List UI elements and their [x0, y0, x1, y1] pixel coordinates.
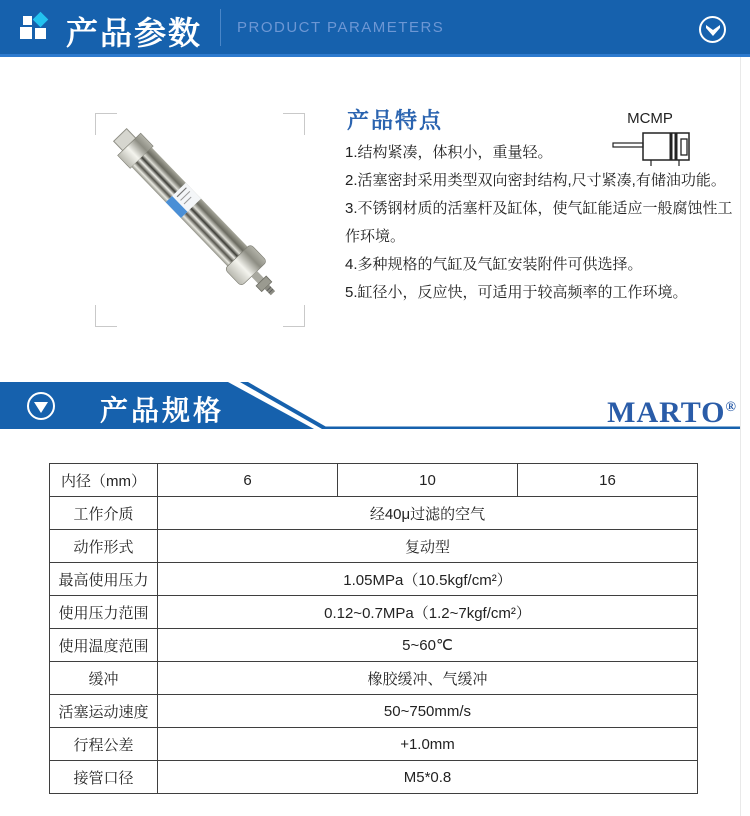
model-label: MCMP: [627, 110, 673, 127]
table-row: [50, 530, 698, 563]
table-row: [50, 464, 698, 497]
feature-item: 1.结构紧凑，体积小，重量轻。: [345, 144, 553, 161]
table-row: [50, 596, 698, 629]
logo-diamond: [33, 12, 49, 28]
spec-cell: 0.12~0.7MPa（1.2~7kgf/cm²）: [158, 596, 698, 629]
product-cylinder-image: [95, 113, 305, 327]
spec-cell: 6: [158, 464, 338, 497]
table-row: [50, 761, 698, 794]
spec-cell: 经40μ过滤的空气: [158, 497, 698, 530]
spec-cell: 复动型: [158, 530, 698, 563]
spec-cell: 10: [338, 464, 518, 497]
page-title: 产品参数: [66, 15, 203, 51]
spec-label: 动作形式: [50, 530, 158, 563]
spec-cell: M5*0.8: [158, 761, 698, 794]
spec-section-title: 产品规格: [100, 395, 225, 426]
brand-name: MARTO: [607, 396, 726, 429]
grid-logo-icon: [20, 13, 48, 41]
page-edge-line: [740, 57, 741, 816]
spec-label: 缓冲: [50, 662, 158, 695]
spec-label: 最高使用压力: [50, 563, 158, 596]
table-row: [50, 563, 698, 596]
spec-cell: 16: [518, 464, 698, 497]
spec-label: 使用压力范围: [50, 596, 158, 629]
table-row: [50, 497, 698, 530]
table-row: [50, 662, 698, 695]
header-divider: [220, 9, 221, 46]
header-bar: [0, 0, 750, 54]
triangle-down-icon: [27, 392, 55, 420]
feature-item: 2.活塞密封采用类型双向密封结构,尺寸紧凑,有储油功能。: [345, 172, 726, 189]
header-accent-strip: [0, 54, 750, 57]
spec-label: 活塞运动速度: [50, 695, 158, 728]
table-row: [50, 728, 698, 761]
page-subtitle: PRODUCT PARAMETERS: [237, 19, 445, 36]
spec-label: 工作介质: [50, 497, 158, 530]
feature-item: 5.缸径小，反应快，可适用于较高频率的工作环境。: [345, 284, 688, 301]
logo-square: [23, 16, 32, 25]
spec-table: [49, 463, 698, 794]
features-title: 产品特点: [347, 108, 444, 133]
spec-cell: 橡胶缓冲、气缓冲: [158, 662, 698, 695]
logo-square: [20, 27, 32, 39]
registered-mark: ®: [725, 400, 737, 415]
spec-table-body: [50, 464, 698, 794]
spec-label: 接管口径: [50, 761, 158, 794]
table-row: [50, 695, 698, 728]
spec-label: 使用温度范围: [50, 629, 158, 662]
logo-square: [35, 28, 46, 39]
spec-label: 内径（mm）: [50, 464, 158, 497]
spec-cell: 5~60℃: [158, 629, 698, 662]
table-row: [50, 629, 698, 662]
spec-cell: 50~750mm/s: [158, 695, 698, 728]
spec-cell: 1.05MPa（10.5kgf/cm²）: [158, 563, 698, 596]
feature-item: 3.不锈钢材质的活塞杆及缸体，使气缸能适应一般腐蚀性工作环境。: [345, 200, 733, 245]
spec-cell: +1.0mm: [158, 728, 698, 761]
cylinder-schematic-icon: [605, 127, 695, 173]
brand-logo: [607, 396, 737, 430]
spec-label: 行程公差: [50, 728, 158, 761]
feature-item: 4.多种规格的气缸及气缸安装附件可供选择。: [345, 256, 643, 273]
chevron-down-icon[interactable]: [699, 16, 726, 43]
